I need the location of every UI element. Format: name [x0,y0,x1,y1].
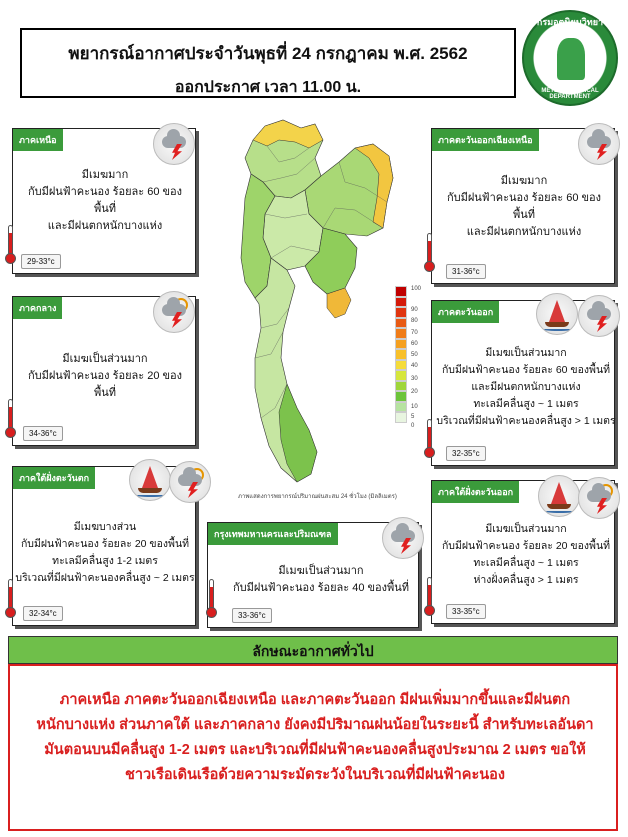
rainfall-legend [395,286,422,429]
general-weather-line: หนักบางแห่ง ส่วนภาคใต้ และภาคกลาง ยังคงมีปริมาณฝนน้อยในระยะนี้ สำหรับทะเลอันดา [36,717,594,733]
legend-swatch [395,328,407,339]
legend-label: 80 [411,318,418,324]
thunderstorm-icon [578,123,620,165]
region-south-east-text: มีเมฆเป็นส่วนมาก กับมีฝนฟ้าคะนอง ร้อยละ 20 ของพื้นที่ ทะเลมีคลื่นสูง ~ 1 เมตร ห่างฝั่งคลื่นสูง > 1 เมตร [441,523,611,586]
thermometer-icon [206,579,216,619]
region-north-title: ภาคเหนือ [13,129,63,151]
forecast-header [20,28,516,98]
region-central-text: มีเมฆเป็นส่วนมาก กับมีฝนฟ้าคะนอง ร้อยละ 20 ของพื้นที่ [27,353,183,399]
legend-label: 60 [411,341,418,347]
general-weather-line: ภาคเหนือ ภาคตะวันออกเฉียงเหนือ และภาคตะวันออก มีฝนเพิ่มมากขึ้นและมีฝนตก [59,692,571,708]
region-central-temp: 34-36°c [23,426,63,441]
thermometer-icon [424,233,434,273]
region-northeast-temp: 31-36°c [446,264,486,279]
partly-cloudy-storm-icon [578,477,620,519]
legend-label: 50 [411,352,418,358]
region-south-east-title: ภาคใต้ฝั่งตะวันออก [432,481,519,503]
region-south-west-temp: 32-34°c [23,606,63,621]
thermometer-icon [424,419,434,459]
region-north-temp: 29-33°c [21,254,61,269]
tmd-logo [522,10,618,106]
region-east-text: มีเมฆเป็นส่วนมาก กับมีฝนฟ้าคะนอง ร้อยละ 60 ของพื้นที่ และมีฝนตกหนักบางแห่ง ทะเลมีคลื่นสูง ~ 1 เมตร บริเวณที่มีฝนฟ้าคะนองคลื่นสูง > 1 เมตร [436,347,616,427]
thermometer-icon [5,579,15,619]
partly-cloudy-storm-icon [153,291,195,333]
boat-wave-icon [538,475,580,517]
region-south-west-title: ภาคใต้ฝั่งตะวันตก [13,467,95,489]
legend-label: 100 [411,286,422,292]
legend-swatch [395,318,407,329]
legend-swatch [395,297,407,308]
legend-swatch [395,307,407,318]
thailand-rainfall-map [205,118,395,488]
legend-label: 70 [411,330,418,336]
legend-label: 20 [411,389,418,395]
region-east-title: ภาคตะวันออก [432,301,499,323]
legend-label: 40 [411,363,418,369]
map-caption: ภาพแสดงการพยากรณ์ปริมาณฝนสะสม 24 ชั่วโมง (มิลลิเมตร) [238,494,397,500]
legend-label: 10 [411,404,418,410]
forecast-issue-time: ออกประกาศ เวลา 11.00 น. [174,79,362,96]
region-east-temp: 32-35°c [446,446,486,461]
region-northeast-card [431,128,615,284]
logo-text-bottom: METEOROLOGICAL DEPARTMENT [541,88,599,100]
region-bangkok-text: มีเมฆเป็นส่วนมาก กับมีฝนฟ้าคะนอง ร้อยละ 40 ของพื้นที่ [232,565,410,594]
thermometer-icon [424,577,434,617]
general-weather-title: ลักษณะอากาศทั่วไป [8,636,618,664]
region-south-west-card [12,466,196,626]
region-bangkok-card [207,522,419,628]
region-south-west-text: มีเมฆบางส่วน กับมีฝนฟ้าคะนอง ร้อยละ 20 ของพื้นที่ ทะเลมีคลื่นสูง 1-2 เมตร บริเวณที่มีฝนฟ้าคะนองคลื่นสูง ~ 2 เมตร [15,521,195,584]
legend-swatch [395,412,407,423]
general-weather-text [8,664,618,831]
legend-swatch [395,339,407,350]
region-south-east-temp: 33-35°c [446,604,486,619]
logo-emblem-icon [557,38,585,80]
logo-text-top: กรมอุตุนิยมวิทยา [536,17,604,27]
region-bangkok-temp: 33-36°c [232,608,272,623]
region-north-card [12,128,196,274]
region-bangkok-title: กรุงเทพมหานครและปริมณฑล [208,523,338,545]
legend-label: 90 [411,307,418,313]
boat-wave-icon [129,459,171,501]
legend-swatch [395,370,407,381]
legend-swatch [395,286,407,297]
thunderstorm-icon [382,517,424,559]
legend-swatch [395,349,407,360]
thermometer-icon [5,399,15,439]
thunderstorm-icon [578,295,620,337]
legend-swatch [395,360,407,371]
boat-wave-icon [536,293,578,335]
region-east-card [431,300,615,466]
general-weather-line: ชาวเรือเดินเรือด้วยความระมัดระวังในบริเวณที่มีฝนฟ้าคะนอง [125,767,505,783]
general-weather-line: มันตอนบนมีคลื่นสูง 1-2 เมตร และบริเวณที่มีฝนฟ้าคะนองคลื่นสูงประมาณ 2 เมตร ขอให้ [44,742,586,758]
thermometer-icon [5,225,15,265]
region-south-east-card [431,480,615,624]
region-northeast-title: ภาคตะวันออกเฉียงเหนือ [432,129,539,151]
legend-swatch [395,391,407,402]
region-north-text: มีเมฆมาก กับมีฝนฟ้าคะนอง ร้อยละ 60 ของพื้นที่ และมีฝนตกหนักบางแห่ง [27,169,183,232]
thunderstorm-icon [153,123,195,165]
legend-swatch [395,381,407,392]
forecast-title: พยากรณ์อากาศประจำวันพุธที่ 24 กรกฎาคม พ.ศ. 2562 [68,44,468,63]
region-central-card [12,296,196,446]
legend-label: 30 [411,376,418,382]
legend-swatch [395,402,407,413]
legend-label: 0 [411,423,415,429]
region-central-title: ภาคกลาง [13,297,62,319]
legend-label: 5 [411,414,415,420]
region-northeast-text: มีเมฆมาก กับมีฝนฟ้าคะนอง ร้อยละ 60 ของพื้นที่ และมีฝนตกหนักบางแห่ง [446,175,602,238]
